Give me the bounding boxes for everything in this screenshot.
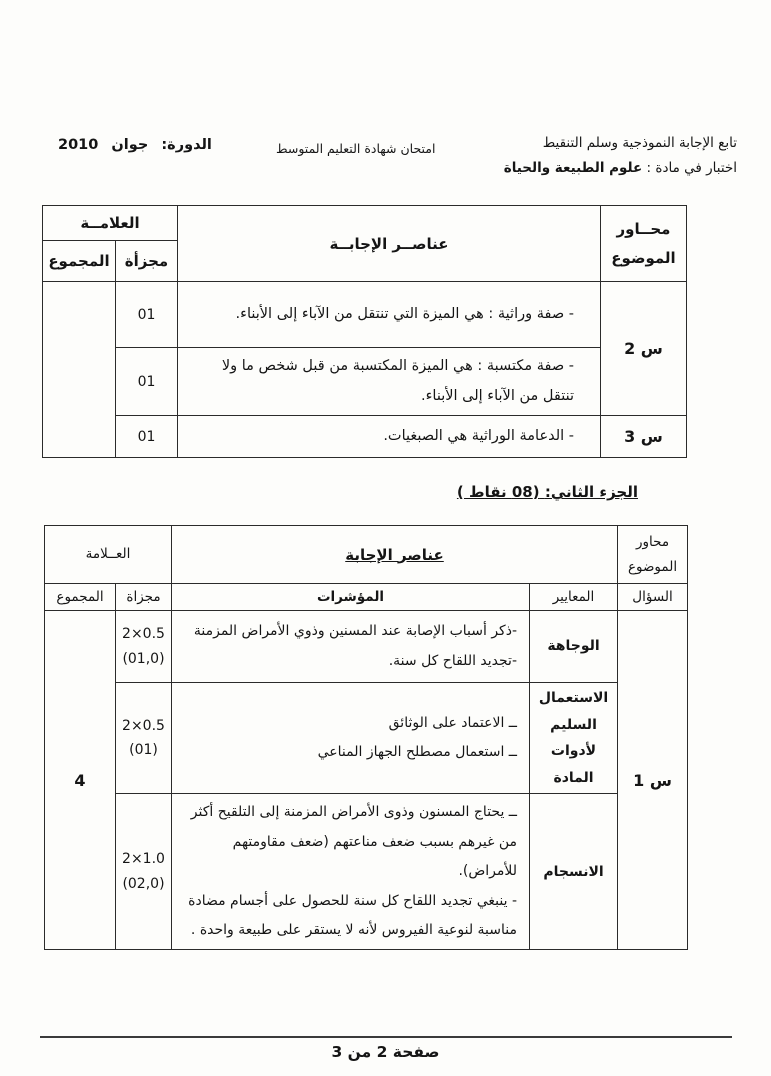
- mark-header-cell: العــلامة: [45, 526, 172, 584]
- partial-score-cell: [116, 794, 172, 950]
- partial-score-formula: 2×0.5: [122, 626, 165, 642]
- header-note: تابع الإجابة النموذجية وسلم التنقيط: [542, 135, 737, 151]
- criteria-cell: الانسجام: [530, 794, 618, 950]
- total-mark-header-cell: المجموع: [45, 584, 116, 611]
- partial-score-cell: 01: [116, 282, 178, 348]
- indicators-cell: [172, 611, 530, 683]
- subject-prefix: اختبار في مادة :: [642, 160, 737, 176]
- indicator-line: ــ الاعتماد على الوثائق: [388, 714, 518, 731]
- indicator-line: ــ استعمال مصطلح الجهاز المناعي: [317, 744, 518, 761]
- indicator-line: - ينبغي تجديد اللقاح كل سنة للحصول على أجسام مضادة مناسبة لنوعية الفيروس لأنه لا يستقر على طبيعة واحدة .: [188, 892, 518, 938]
- table-row: [45, 794, 688, 950]
- answer-cell: - الدعامة الوراثية هي الصبغيات.: [178, 416, 601, 458]
- table-row: [45, 683, 688, 794]
- table-row: [43, 348, 687, 416]
- table-row: [43, 282, 687, 348]
- indicators-cell: [172, 683, 530, 794]
- partial-mark-header-cell: مجزاة: [116, 584, 172, 611]
- indicator-line: ــ يحتاج المسنون وذوى الأمراض المزمنة إلى التلقيح أكثر من غيرهم بسبب ضعف مناعتهم (ضعف مقاومتهم للأمراض).: [190, 804, 518, 880]
- total-score-cell: 4: [45, 611, 116, 950]
- criteria-cell: الوجاهة: [530, 611, 618, 683]
- answer-cell: - صفة وراثية : هي الميزة التي تنتقل من الآباء إلى الأبناء.: [178, 282, 601, 348]
- criteria-cell: الاستعمال السليم لأدوات المادة: [530, 683, 618, 794]
- footer-rule: [40, 1036, 732, 1038]
- indicator-line: -تجديد اللقاح كل سنة.: [388, 652, 518, 669]
- criteria-header-cell: المعايير: [530, 584, 618, 611]
- partial-score-cell: 01: [116, 348, 178, 416]
- session-value: جوان 2010: [58, 137, 149, 153]
- session-label: الدورة:: [161, 137, 212, 153]
- answers-table-part1: [42, 205, 687, 458]
- subject-name: علوم الطبيعة والحياة: [503, 160, 643, 176]
- partial-score-value: (01,0): [122, 650, 165, 667]
- total-mark-header-cell: المجموع: [43, 241, 116, 282]
- question-header-cell: السؤال: [618, 584, 688, 611]
- mark-header-cell: العلامــة: [43, 206, 178, 241]
- partial-score-formula: 2×0.5: [122, 717, 165, 734]
- partial-mark-header-cell: مجزأة: [116, 241, 178, 282]
- partial-score-cell: [116, 611, 172, 683]
- partial-score-value: (02,0): [122, 875, 165, 892]
- page-number: صفحة 2 من 3: [331, 1043, 440, 1061]
- question-cell-q1: س 1: [618, 611, 688, 950]
- topic-axes-header-cell: محــاور الموضوع: [601, 206, 687, 282]
- indicator-line: -ذكر أسباب الإصابة عند المسنين وذوي الأمراض المزمنة: [193, 623, 518, 640]
- partial-score-formula: 2×1.0: [122, 851, 165, 868]
- total-score-cell: [43, 282, 116, 458]
- table-row: [45, 611, 688, 683]
- document-header-right: [504, 135, 737, 176]
- partial-score-cell: [116, 683, 172, 794]
- indicators-cell: [172, 794, 530, 950]
- question-axis-cell-q2: س 2: [601, 282, 687, 416]
- session-line: [58, 137, 212, 153]
- indicators-header-cell: المؤشرات: [172, 584, 530, 611]
- subject-line: [504, 160, 737, 176]
- answer-elements-header-cell: عناصــر الإجابــة: [178, 206, 601, 282]
- section-title: الجزء الثاني:: [544, 483, 638, 501]
- partial-score-cell: 01: [116, 416, 178, 458]
- section-points: (08 نقاط ): [456, 483, 540, 501]
- answers-table-part2: [44, 525, 688, 950]
- section-heading: [457, 483, 638, 501]
- partial-score-value: (01): [129, 742, 158, 759]
- answer-cell: - صفة مكتسبة : هي الميزة المكتسبة من قبل شخص ما ولا تنتقل من الآباء إلى الأبناء.: [178, 348, 601, 416]
- exam-title: امتحان شهادة التعليم المتوسط: [276, 141, 436, 156]
- topic-axes-header-cell: محاور الموضوع: [618, 526, 688, 584]
- question-axis-cell-q3: س 3: [601, 416, 687, 458]
- answer-elements-header-cell: عناصر الإجابة: [172, 526, 618, 584]
- table-row: [43, 416, 687, 458]
